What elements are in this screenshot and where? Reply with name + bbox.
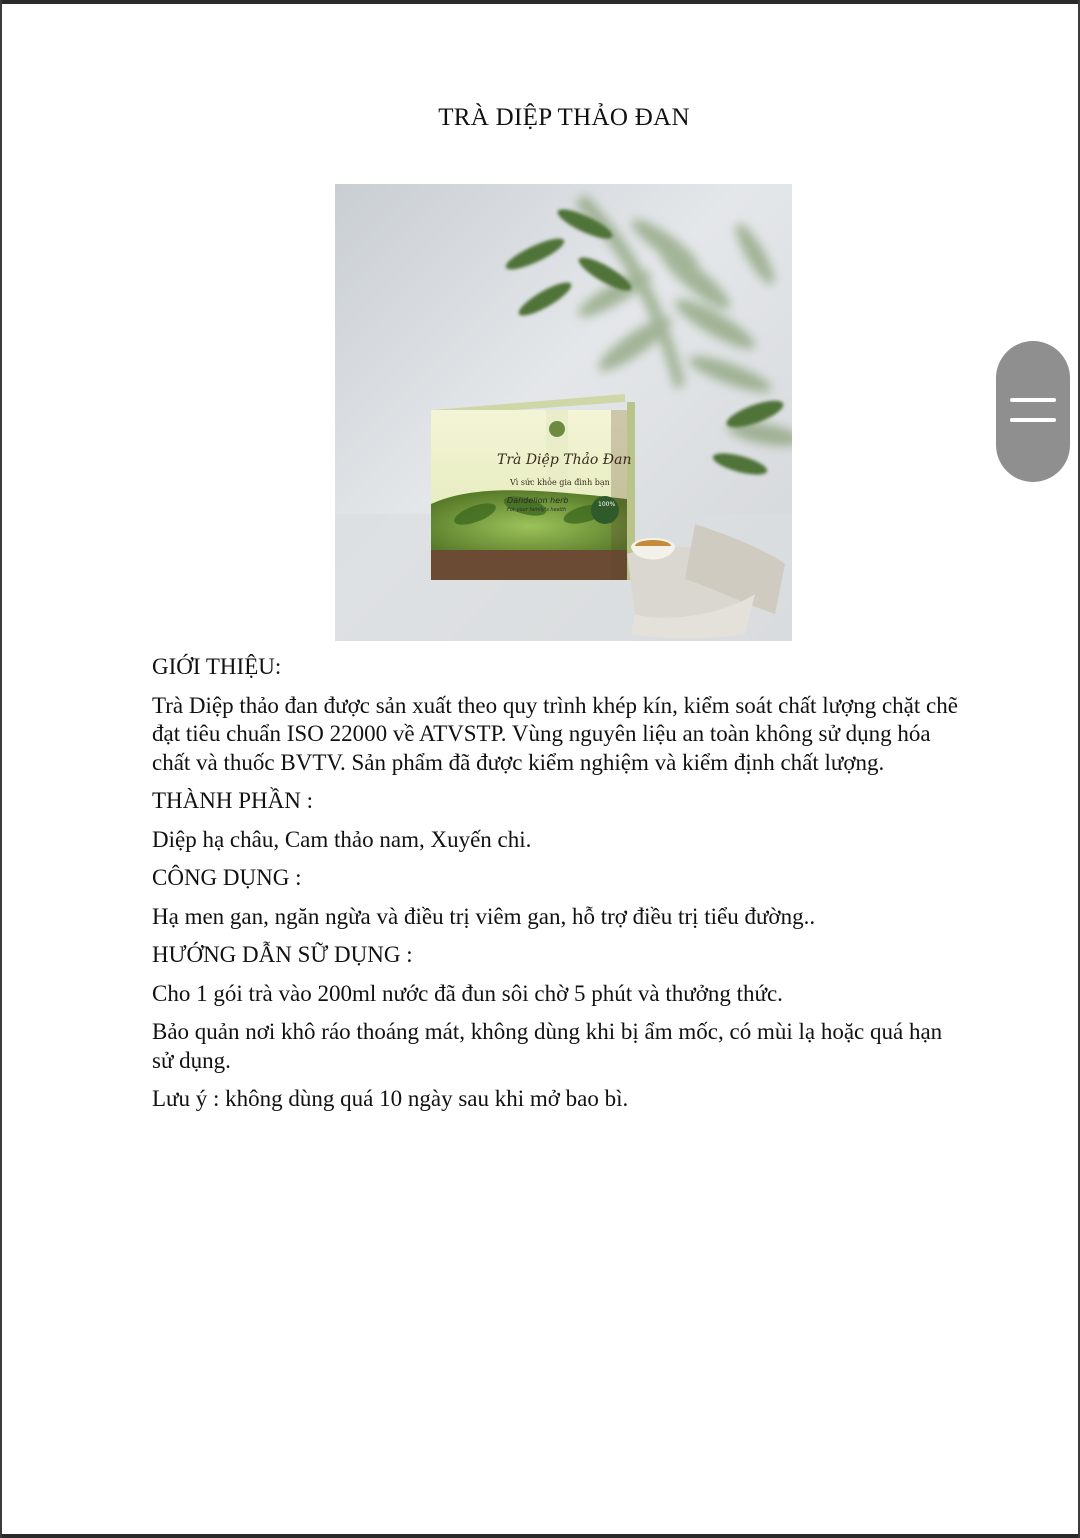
- box-english: Dandelion herb: [507, 496, 569, 505]
- section-heading-intro: GIỚI THIỆU:: [152, 654, 282, 679]
- section-body-uses: Hạ men gan, ngăn ngừa và điều trị viêm gan, hỗ trợ điều trị tiểu đường..: [152, 903, 816, 929]
- box-badge: 100%: [598, 501, 616, 508]
- scroll-handle[interactable]: [996, 341, 1070, 482]
- section-body-instructions-3: Lưu ý : không dùng quá 10 ngày sau khi mở bao bì.: [152, 1086, 629, 1111]
- screen-bottom-edge: [0, 1534, 1080, 1538]
- section-body-ingredients: Diệp hạ châu, Cam thảo nam, Xuyến chi.: [152, 826, 532, 852]
- section-heading-ingredients: THÀNH PHẦN :: [152, 788, 313, 813]
- screen-top-edge: [0, 0, 1080, 4]
- section-body-intro: Trà Diệp thảo đan được sản xuất theo quy trình khép kín, kiểm soát chất lượng chặt chẽ đạt tiêu chuẩn ISO 22000 về ATVSTP. Vùng nguyên liệu an toàn không sử dụng hóa chất và thuốc BVTV. Sản phẩm đã được kiểm nghiệm và kiểm định chất lượng.: [152, 692, 958, 775]
- article-content: [152, 653, 962, 1124]
- section-body-instructions-1: Cho 1 gói trà vào 200ml nước đã đun sôi chờ 5 phút và thưởng thức.: [152, 980, 783, 1006]
- box-slogan: Vì sức khỏe gia đình bạn: [510, 478, 610, 487]
- section-body-instructions-2: Bảo quản nơi khô ráo thoáng mát, không dùng khi bị ẩm mốc, có mùi lạ hoặc quá hạn sử dụng.: [152, 1019, 943, 1073]
- box-english-sub: For your family's health: [507, 507, 567, 513]
- box-title: Trà Diệp Thảo Đan: [497, 452, 632, 468]
- product-photo: [335, 184, 792, 641]
- section-heading-uses: CÔNG DỤNG :: [152, 865, 302, 890]
- page-title: TRÀ DIỆP THẢO ĐAN: [438, 104, 690, 131]
- section-heading-instructions: HƯỚNG DẪN SỮ DỤNG :: [152, 942, 413, 967]
- screen-left-edge: [0, 0, 2, 1538]
